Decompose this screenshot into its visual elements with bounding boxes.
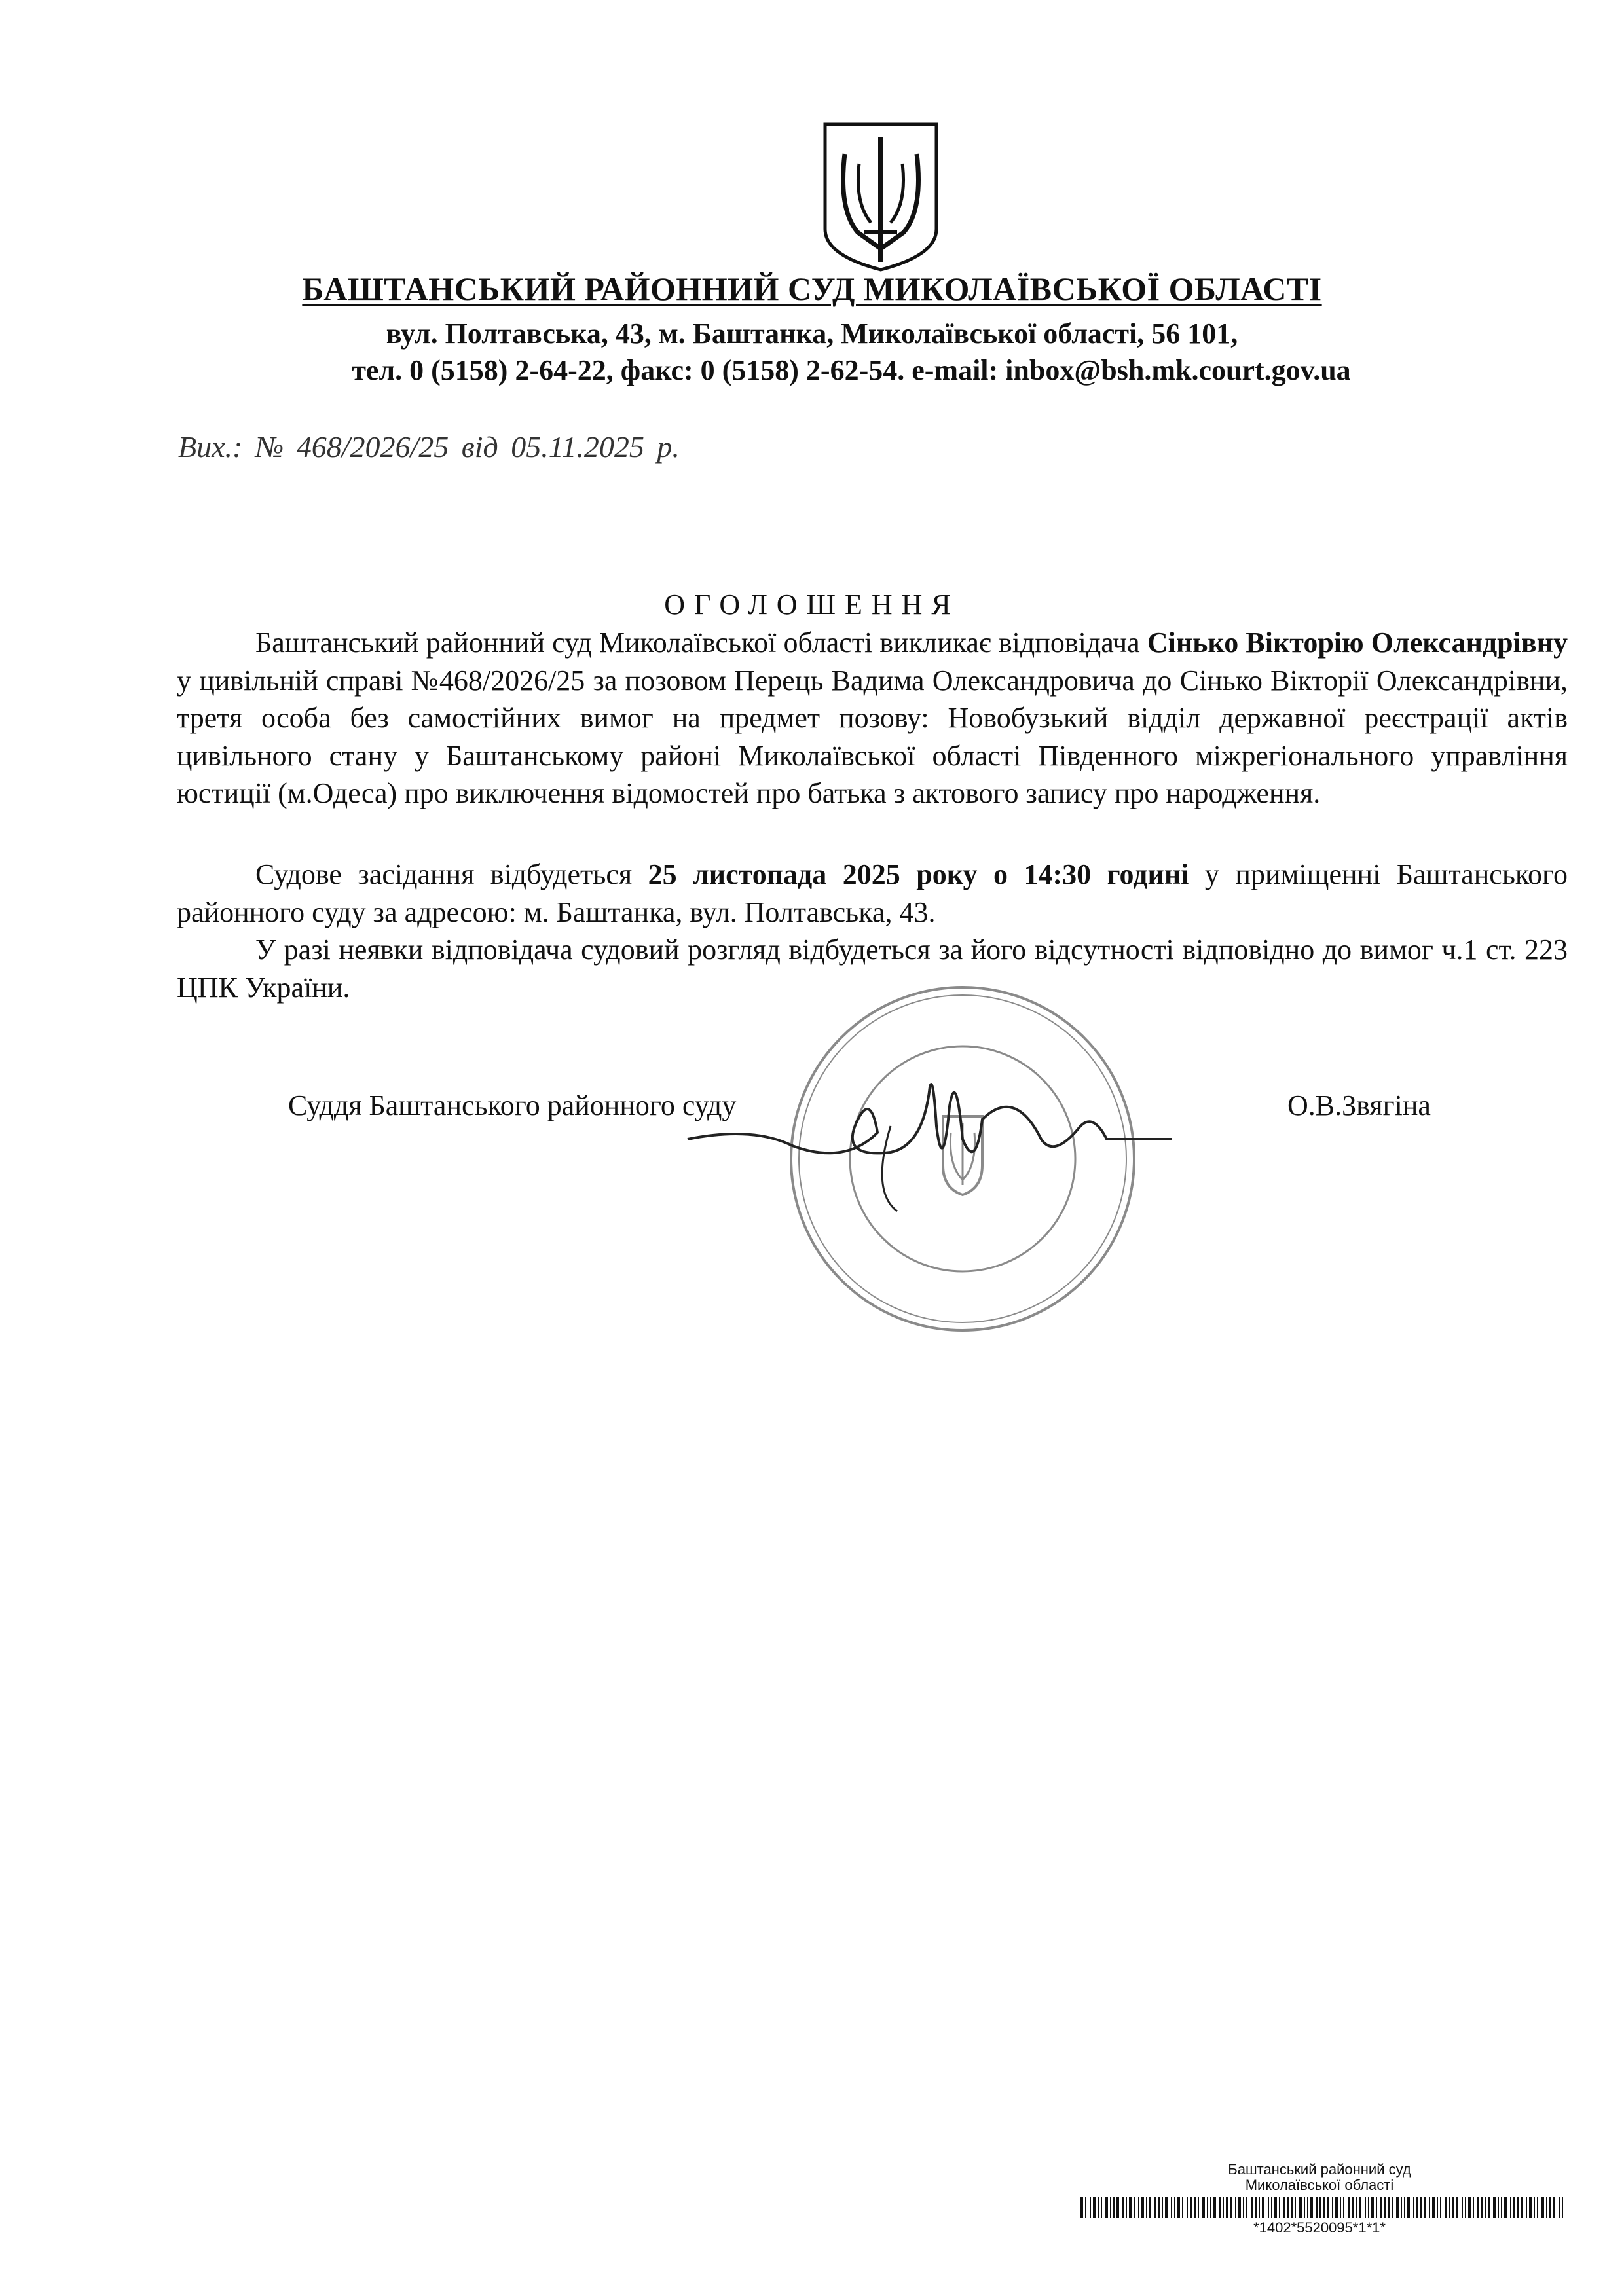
registration-court: Баштанський районний суд (1228, 2161, 1411, 2178)
p1-body: у цивільній справі №468/2026/25 за позовом Перець Вадима Олександровича до Сінько Вікторії Олександрівни, третя особа без самостійних вимог на предмет позову: Новобузький відділ державної реєстрації актів цивільного стану у Баштанському районі Миколаївської області Південного міжрегіонального управління юстиції (м.Одеса) про виключення відомостей про батька з актового запису про народження. (177, 664, 1568, 809)
barcode-icon (1080, 2197, 1565, 2218)
notice-paragraph-3: У разі неявки відповідача судовий розгляд відбудеться за його відсутності відповідно до вимог ч.1 ст. 223 ЦПК України. (177, 934, 1568, 1004)
coat-of-arms-icon (819, 118, 943, 275)
court-address: вул. Полтавська, 43, м. Баштанка, Миколаївської області, 56 101, (386, 318, 1238, 350)
p2-intro: Судове засідання відбудеться (255, 858, 648, 890)
notice-heading: ОГОЛОШЕННЯ (664, 589, 960, 621)
hearing-date: 25 листопада 2025 року о 14:30 годині (648, 858, 1189, 890)
defendant-name: Сінько Вікторію Олександрівну (1147, 627, 1568, 659)
judge-title: Суддя Баштанського районного суду (288, 1089, 737, 1121)
notice-paragraph-1 (177, 624, 1568, 812)
registration-region: Миколаївської області (1245, 2177, 1394, 2193)
notice-paragraph-2 (177, 856, 1568, 931)
court-contacts: тел. 0 (5158) 2-64-22, факс: 0 (5158) 2-62-54. e-mail: inbox@bsh.mk.court.gov.ua (352, 354, 1351, 386)
p1-intro: Баштанський районний суд Миколаївської області викликає відповідача (255, 627, 1147, 659)
p2-body: у приміщенні Баштанського районного суду за адресою: м. Баштанка, вул. Полтавська, 43. (177, 858, 1568, 928)
signature-icon (674, 1048, 1185, 1218)
judge-name: О.В.Звягіна (1287, 1089, 1431, 1121)
registration-code: *1402*5520095*1*1* (1253, 2219, 1386, 2236)
outgoing-number: Вих.: № 468/2026/25 від 05.11.2025 р. (178, 430, 680, 464)
court-name-title: БАШТАНСЬКИЙ РАЙОННИЙ СУД МИКОЛАЇВСЬКОЇ ОБЛАСТІ (302, 270, 1322, 307)
